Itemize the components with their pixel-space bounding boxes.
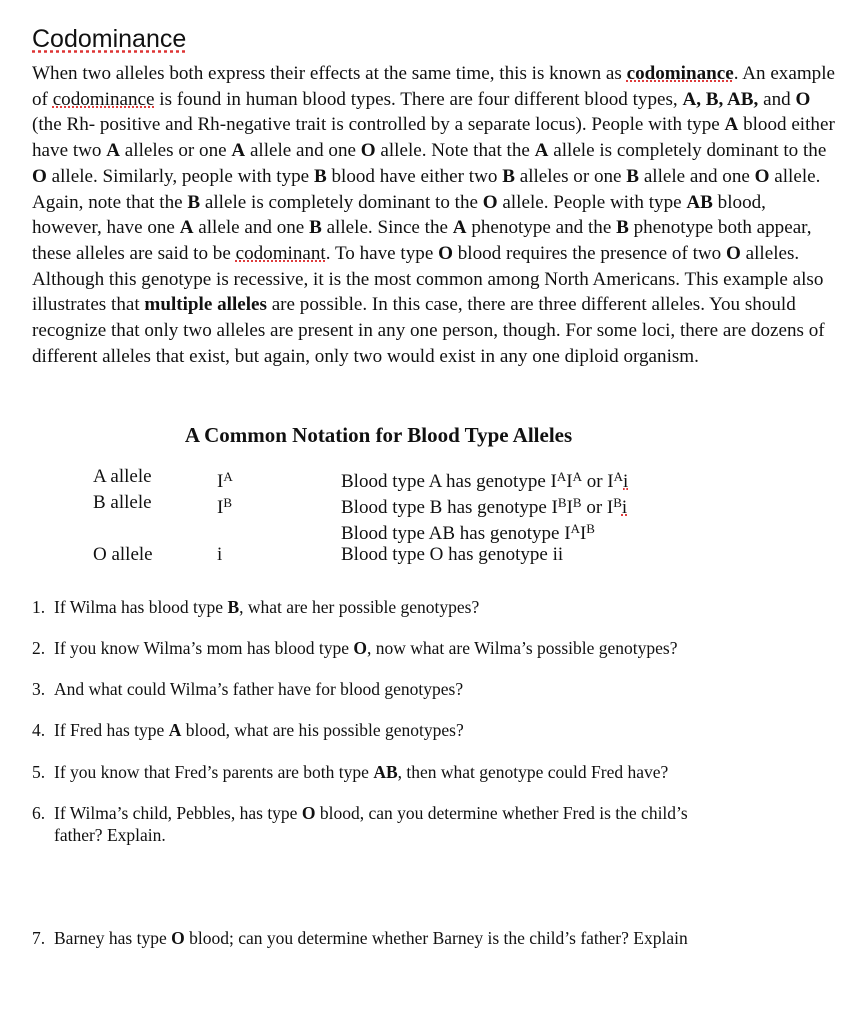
genotype-type-b: Blood type B has genotype $I^BI^B$ or $I^Bi$ [341, 495, 628, 518]
page-title: Codominance [32, 25, 187, 53]
genotype-type-a: Blood type A has genotype $I^AI^A$ or $I^Ai$ [341, 469, 629, 492]
genotype-type-o: Blood type O has genotype ii [341, 544, 564, 565]
allele-name-a: A allele [93, 466, 152, 487]
allele-name-o: O allele [93, 544, 153, 565]
question-6: 6. If Wilma’s child, Pebbles, has type O blood, can you determine whether Fred is the child’s father? Explain. [32, 803, 688, 845]
question-1: 1. If Wilma has blood type B, what are her possible genotypes? [32, 597, 480, 617]
question-5: 5. If you know that Fred’s parents are both type AB, then what genotype could Fred have? [32, 762, 669, 782]
allele-symbol-a: $I^A$ [217, 469, 233, 492]
question-3: 3. And what could Wilma’s father have for blood genotypes? [32, 679, 464, 699]
allele-symbol-b: $I^B$ [217, 495, 232, 518]
allele-name-b: B allele [93, 492, 152, 513]
question-7: 7. Barney has type O blood; can you determine whether Barney is the child’s father? Explain [32, 928, 688, 948]
question-4: 4. If Fred has type A blood, what are his possible genotypes? [32, 720, 464, 740]
notation-title: A Common Notation for Blood Type Alleles [184, 423, 573, 447]
intro-paragraph: When two alleles both express their effects at the same time, this is known as codominance. An example of codominance is found in human blood types. There are four different blood types, A, B, AB, and O (the Rh- positive and Rh-negative trait is controlled by a separate locus). People with type A blood either have two A alleles or one A allele and one O allele. Note that the A allele is completely dominant to the O allele. Similarly, people with type B blood have either two B alleles or one B allele and one O allele. Again, note that the B allele is completely dominant to the O allele. People with type AB blood, however, have one A allele and one B allele. Since the A phenotype and the B phenotype both appear, these alleles are said to be codominant. To have type O blood requires the presence of two O alleles. Although this genotype is recessive, it is the most common among North Americans. This example also illustrates that multiple alleles are possible. In this case, there are three different alleles. You should recognize that only two alleles are present in any one person, though. For some loci, there are dozens of different alleles that exist, but again, only two would exist in any one diploid organism. [32, 63, 836, 367]
genotype-type-ab: Blood type AB has genotype $I^AI^B$ [341, 521, 595, 544]
allele-symbol-o: i [217, 544, 223, 565]
question-2: 2. If you know Wilma’s mom has blood type O, now what are Wilma’s possible genotypes? [32, 638, 678, 658]
